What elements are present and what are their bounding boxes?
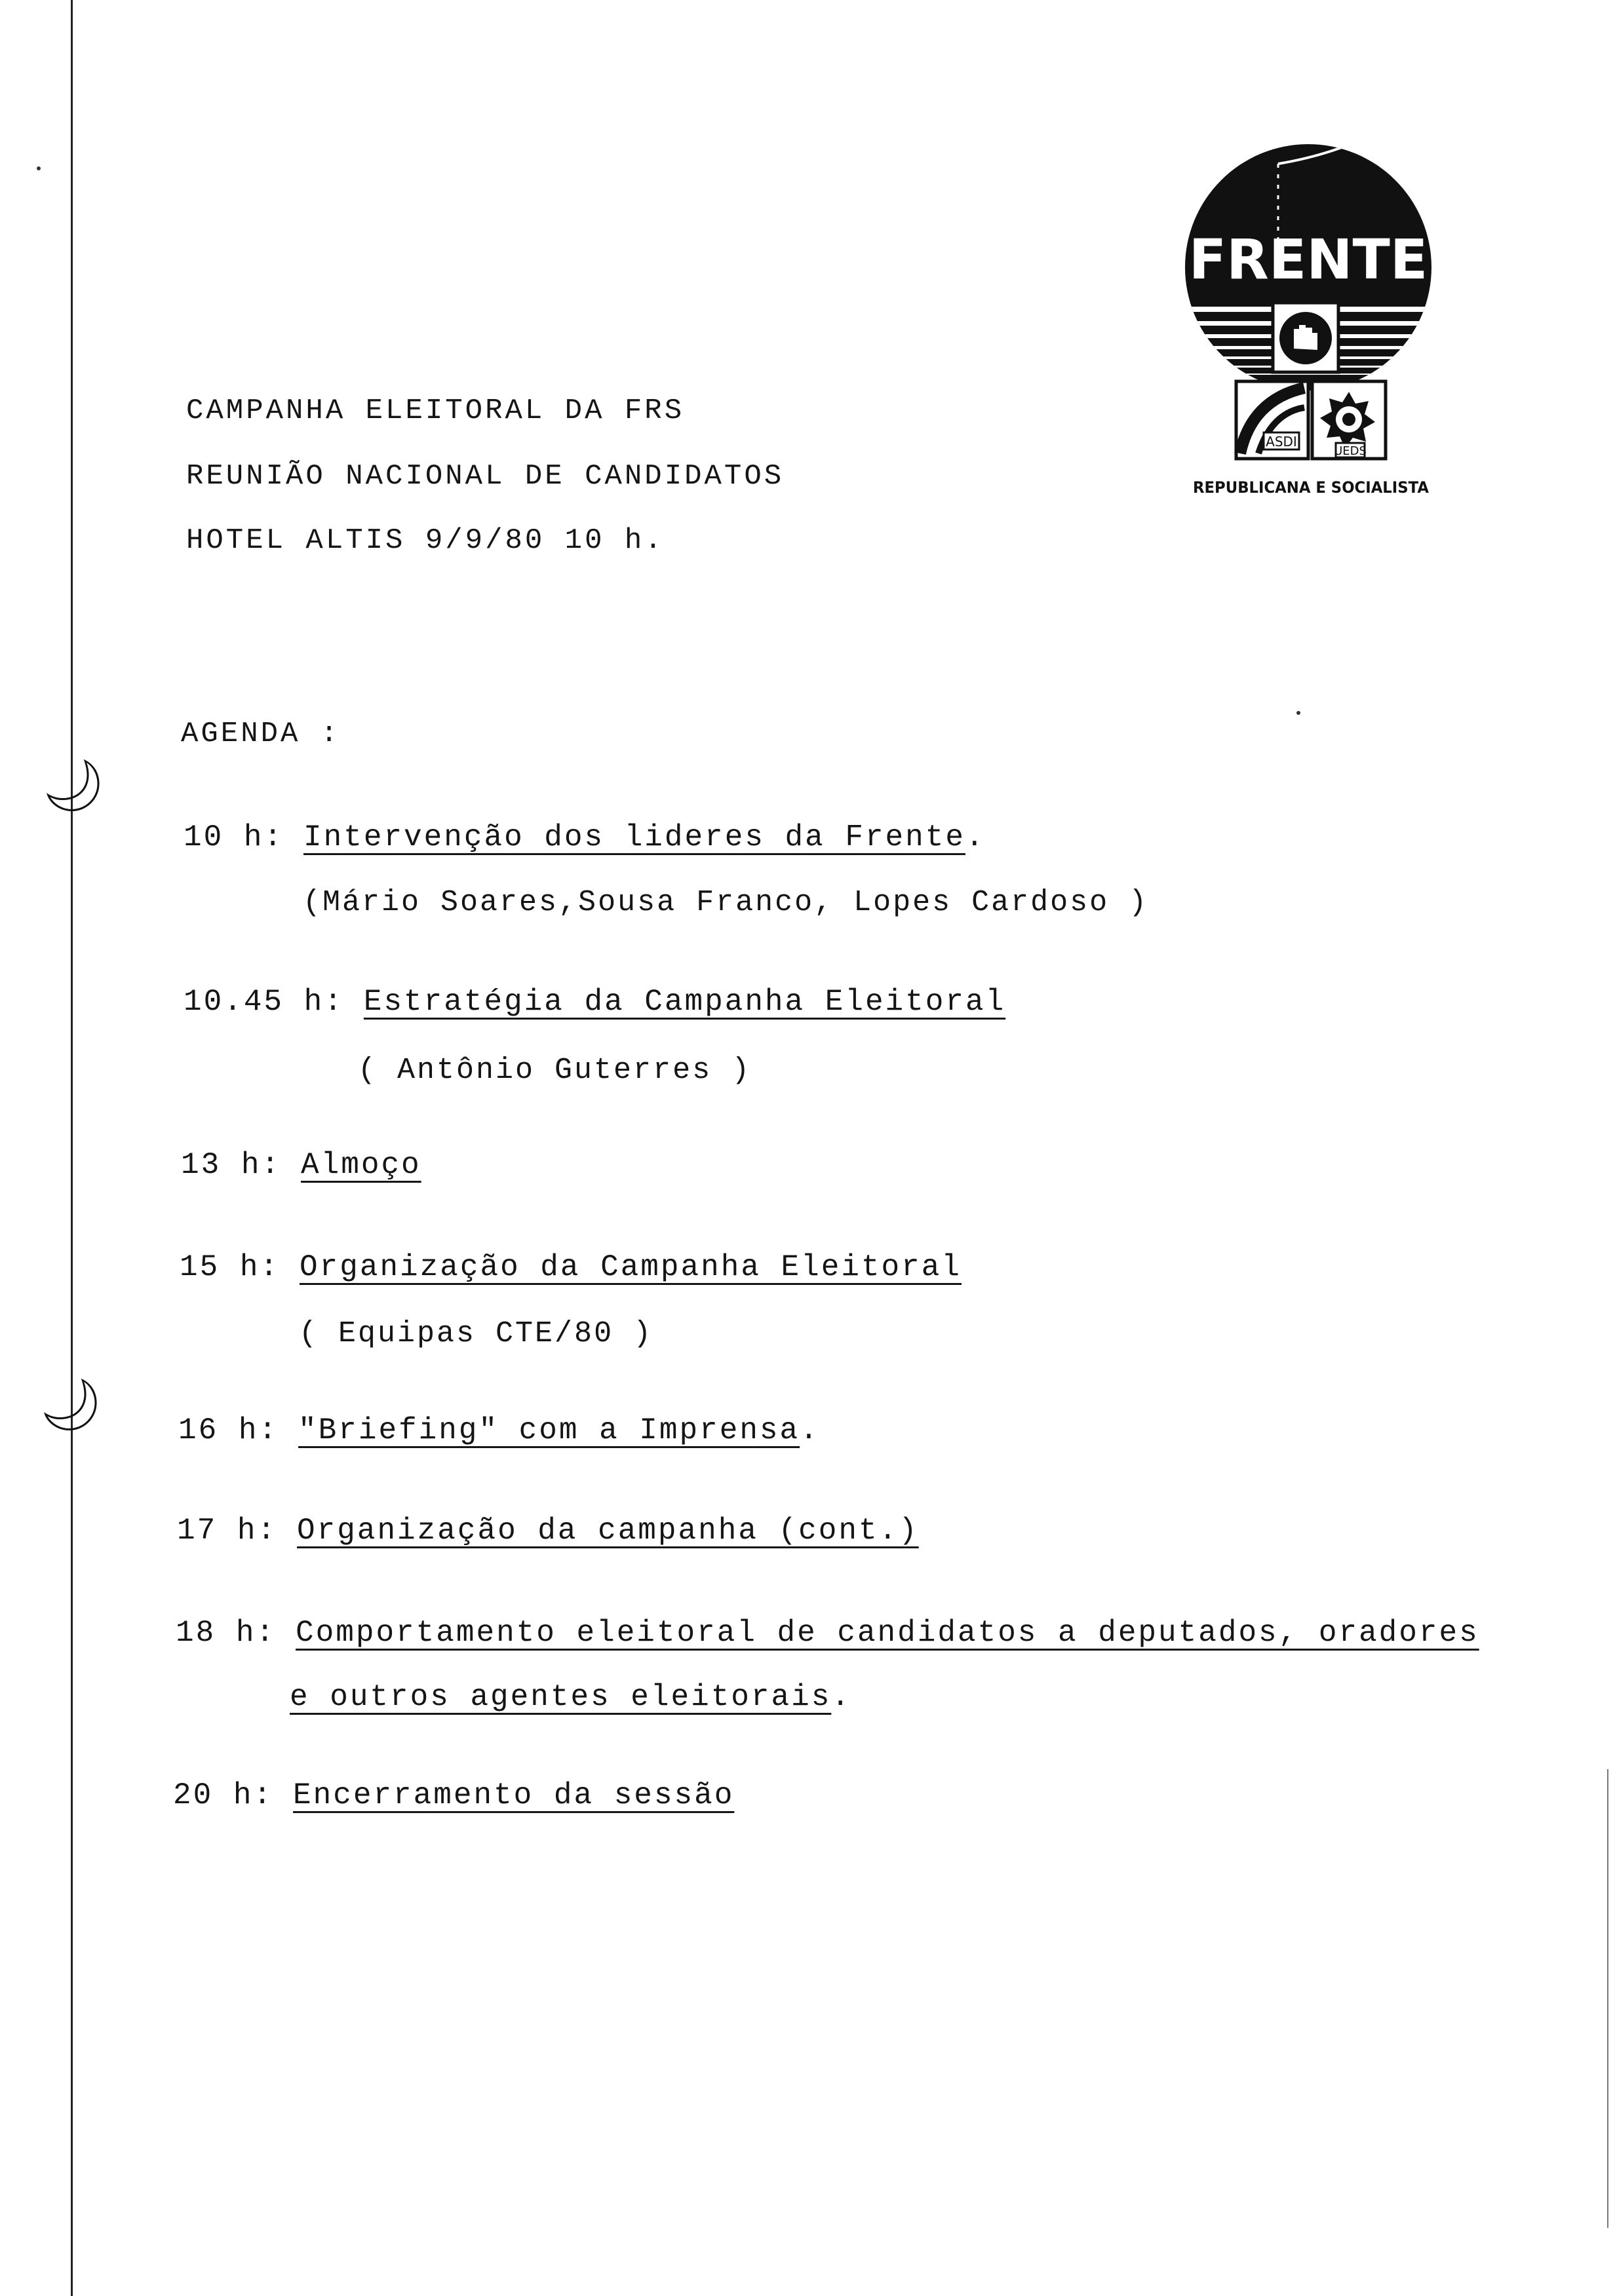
agenda-item [178,1413,820,1447]
agenda-item-trail: . [831,1680,851,1714]
page-left-edge-line [71,0,73,2296]
agenda-item-time: 15 h: [180,1250,281,1284]
agenda-item-title: Estratégia da Campanha Eleitoral [363,985,1006,1019]
agenda-item-title: "Briefing" com a Imprensa [298,1413,800,1447]
agenda-item [176,1616,1479,1650]
agenda-item-time: 18 h: [176,1616,277,1650]
scan-speck [1296,711,1300,715]
agenda-item-title: Comportamento eleitoral de candidatos a deputados, oradores [296,1616,1479,1650]
agenda-item-time: 10 h: [184,820,284,854]
page-right-edge-line [1607,1769,1608,2228]
agenda-item-time: 10.45 h: [184,985,344,1019]
agenda-item-time: 17 h: [177,1514,278,1548]
agenda-item-speakers: ( Equipas CTE/80 ) [299,1317,653,1350]
logo-tagline: REPUBLICANA E SOCIALISTA [1193,478,1430,497]
agenda-item-title: Almoço [301,1148,421,1182]
agenda-item [177,1514,919,1548]
header-campaign: CAMPANHA ELEITORAL DA FRS [186,394,685,427]
agenda-item-title: Intervenção dos lideres da Frente [303,820,965,854]
punch-hole-mark-bottom: 🌙︎ [38,1375,104,1434]
logo-wordmark: FRENTE [1188,227,1428,292]
frente-logo [1180,144,1435,511]
agenda-item [173,1778,734,1812]
logo-badge-left-text: ASDI [1266,434,1297,450]
agenda-item [181,1148,421,1182]
agenda-item-title: Encerramento da sessão [293,1778,735,1812]
punch-hole-mark-top: 🌙︎ [41,756,106,815]
agenda-item-time: 20 h: [173,1778,274,1812]
logo-badge-right-text: UEDS [1334,444,1367,458]
header-venue-date: HOTEL ALTIS 9/9/80 10 h. [186,524,665,557]
agenda-item-title: Organização da Campanha Eleitoral [300,1250,962,1284]
agenda-item-continuation: e outros agentes eleitorais [290,1680,832,1714]
agenda-item-trail: . [800,1413,820,1447]
agenda-item-continuation-line [290,1680,851,1714]
scan-speck [37,166,41,170]
agenda-item-time: 16 h: [178,1413,279,1447]
agenda-item-speakers: ( Antônio Guterres ) [358,1054,752,1087]
header-meeting: REUNIÃO NACIONAL DE CANDIDATOS [186,460,785,493]
agenda-item [184,820,986,854]
agenda-item-time: 13 h: [181,1148,282,1182]
agenda-item-title: Organização da campanha (cont.) [297,1514,919,1548]
agenda-heading: AGENDA : [181,718,341,750]
agenda-item-speakers: (Mário Soares,Sousa Franco, Lopes Cardoso ) [303,886,1149,919]
agenda-item-trail: . [965,820,986,854]
agenda-item [184,985,1005,1019]
agenda-item [180,1250,962,1284]
